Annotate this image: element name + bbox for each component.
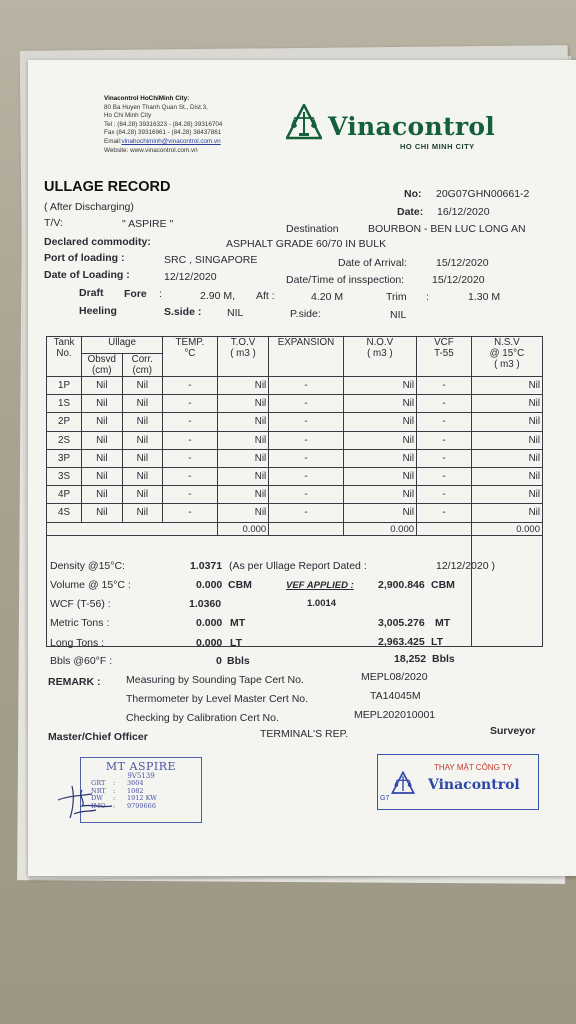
vef-applied-label: VEF APPLIED : — [286, 580, 354, 591]
aft-label: Aft : — [256, 290, 275, 302]
temp-cell: - — [163, 467, 218, 485]
ullage-record-sheet — [28, 60, 576, 876]
bbls-label: Bbls @60°F : — [50, 655, 113, 667]
summary-right-empty — [471, 535, 542, 646]
heeling-label: Heeling — [79, 305, 117, 317]
temp-cell: - — [163, 486, 218, 504]
loading-date-value: 12/12/2020 — [164, 271, 217, 283]
tank-cell: 1P — [47, 377, 82, 395]
table-row — [47, 377, 543, 395]
volume-label: Volume @ 15°C : — [50, 579, 131, 591]
metric-tons-label: Metric Tons : — [50, 617, 110, 629]
header-corr-unit: (cm) — [132, 365, 153, 376]
vcf-cell: - — [417, 449, 472, 467]
table-row — [47, 413, 543, 431]
report-note: (As per Ullage Report Dated : — [229, 560, 367, 572]
nov-cell: Nil — [343, 486, 416, 504]
header-temp: TEMP. — [175, 337, 205, 348]
corr-cell: Nil — [122, 504, 163, 522]
record-no-label: No: — [404, 188, 422, 200]
header-obsvd-cell — [82, 354, 123, 377]
company-email-label: Email: — [104, 137, 122, 145]
stamp-row-field: 3604 — [127, 779, 144, 787]
vinacontrol-scales-icon — [286, 104, 322, 140]
arrival-label: Date of Arrival: — [338, 257, 407, 269]
expansion-cell: - — [269, 413, 343, 431]
fore-colon: : — [159, 288, 162, 300]
header-nov-unit: ( m3 ) — [367, 348, 393, 359]
obsvd-cell: Nil — [82, 413, 123, 431]
commodity-value: ASPHALT GRADE 60/70 IN BULK — [226, 238, 387, 250]
metric-tons-right-unit: MT — [435, 617, 451, 629]
tv-label: T/V: — [44, 217, 63, 229]
company-address-line1: 80 Ba Huyen Thanh Quan St., Dist.3, — [104, 103, 208, 111]
logo-city: HO CHI MINH CITY — [400, 142, 475, 151]
header-tank-cell — [47, 337, 82, 377]
company-address-line2: Ho Chi Minh City — [104, 112, 152, 120]
tank-cell: 3P — [47, 449, 82, 467]
tank-cell: 2S — [47, 431, 82, 449]
obsvd-cell: Nil — [82, 395, 123, 413]
header-corr: Corr. — [131, 354, 153, 365]
bbls-right: 18,252 — [394, 653, 427, 665]
header-vcf-cell — [417, 337, 472, 377]
long-tons-unit: LT — [230, 637, 243, 649]
nsv-cell: Nil — [471, 449, 542, 467]
wcf-value: 1.0360 — [189, 598, 222, 610]
draft-label: Draft — [79, 287, 104, 299]
volume-unit: CBM — [228, 579, 252, 591]
tank-cell: 3S — [47, 467, 82, 485]
table-row — [47, 486, 543, 504]
expansion-cell: - — [269, 431, 343, 449]
destination-label: Destination — [286, 223, 339, 235]
tov-cell: Nil — [217, 413, 268, 431]
table-row — [47, 431, 543, 449]
pside-value: NIL — [390, 309, 407, 321]
header-nsv: N.S.V — [494, 337, 520, 348]
header-nsv-cell — [471, 337, 542, 377]
nsv-cell: Nil — [471, 486, 542, 504]
total-nsv: 0.000 — [471, 522, 542, 535]
totals-row — [47, 522, 543, 535]
density-label: Density @15°C: — [50, 560, 125, 572]
tank-cell: 4S — [47, 504, 82, 522]
aft-value: 4.20 M — [311, 291, 344, 303]
nsv-cell: Nil — [471, 504, 542, 522]
header-nov: N.O.V — [366, 337, 394, 348]
header-nsv-sub: @ 15°C — [489, 348, 525, 359]
report-date: 12/12/2020 ) — [436, 560, 495, 572]
header-corr-cell — [122, 354, 163, 377]
stamp-row-field: DW — [91, 794, 103, 803]
header-tov-unit: ( m3 ) — [230, 348, 256, 359]
tov-cell: Nil — [217, 504, 268, 522]
remark-line3: Checking by Calibration Cert No. — [126, 712, 279, 724]
stamp-code: G7 — [380, 795, 390, 802]
nov-cell: Nil — [343, 449, 416, 467]
destination-value: BOURBON - BEN LUC LONG AN — [368, 223, 526, 235]
vcf-cell: - — [417, 504, 472, 522]
remark-label: REMARK : — [48, 676, 101, 688]
arrival-value: 15/12/2020 — [436, 257, 489, 269]
temp-cell: - — [163, 449, 218, 467]
port-loading-label: Port of loading : — [44, 252, 125, 264]
obsvd-cell: Nil — [82, 431, 123, 449]
master-signature-label: Master/Chief Officer — [48, 731, 148, 743]
remark-line2: Thermometer by Level Master Cert No. — [126, 693, 309, 705]
table-header-row — [47, 337, 543, 354]
stamp-row-field: 1912 KW — [127, 794, 157, 803]
record-subtitle: ( After Discharging) — [44, 201, 134, 213]
vcf-cell: - — [417, 431, 472, 449]
header-temp-cell — [163, 337, 218, 377]
stamp-row-field: 9799666 — [127, 801, 156, 810]
header-vcf: VCF — [434, 337, 454, 348]
header-tov-cell — [217, 337, 268, 377]
obsvd-cell: Nil — [82, 467, 123, 485]
tov-cell: Nil — [217, 377, 268, 395]
inspection-label: Date/Time of insspection: — [286, 274, 405, 286]
nsv-cell: Nil — [471, 431, 542, 449]
temp-cell: - — [163, 377, 218, 395]
table-row — [47, 467, 543, 485]
temp-cell: - — [163, 395, 218, 413]
expansion-cell: - — [269, 504, 343, 522]
nov-cell: Nil — [343, 377, 416, 395]
master-signature-scribble — [52, 766, 122, 826]
header-nov-cell — [343, 337, 416, 377]
header-nsv-unit: ( m3 ) — [494, 359, 520, 370]
stamp-ship-name: MT ASPIRE — [105, 760, 177, 773]
table-row — [47, 504, 543, 522]
volume-value: 0.000 — [196, 579, 223, 591]
vinacontrol-logo-text: Vinacontrol — [328, 112, 496, 141]
obsvd-cell: Nil — [82, 377, 123, 395]
metric-tons-right: 3,005.276 — [378, 617, 425, 629]
expansion-cell: - — [269, 486, 343, 504]
vef-value: 1.0014 — [307, 598, 337, 609]
remark-line1: Measuring by Sounding Tape Cert No. — [126, 674, 304, 686]
corr-cell: Nil — [122, 431, 163, 449]
header-temp-unit: °C — [184, 348, 196, 359]
expansion-cell: - — [269, 467, 343, 485]
nsv-cell: Nil — [471, 467, 542, 485]
nsv-cell: Nil — [471, 395, 542, 413]
density-value: 1.0371 — [190, 560, 223, 572]
company-website: Website: www.vinacontrol.com.vn — [104, 146, 198, 154]
header-obsvd-unit: (cm) — [91, 365, 112, 376]
tank-cell: 1S — [47, 395, 82, 413]
vcf-cell: - — [417, 395, 472, 413]
stamp-brand: Vinacontrol — [428, 777, 520, 793]
stamp-row-field: NRT — [91, 786, 106, 795]
corr-cell: Nil — [122, 449, 163, 467]
header-no: No. — [56, 348, 72, 359]
vcf-cell: - — [417, 413, 472, 431]
long-tons-value: 0.000 — [196, 637, 223, 649]
header-vcf-sub: T-55 — [434, 348, 454, 359]
vcf-cell: - — [417, 467, 472, 485]
fore-value: 2.90 M, — [200, 290, 236, 302]
terminal-signature-label: TERMINAL'S REP. — [260, 728, 349, 740]
surveyor-signature-label: Surveyor — [490, 725, 536, 737]
nsv-cell: Nil — [471, 413, 542, 431]
total-nov: 0.000 — [343, 522, 416, 535]
stamp-row-field: : — [113, 786, 116, 795]
sside-value: NIL — [227, 307, 244, 319]
corr-cell: Nil — [122, 377, 163, 395]
inspection-value: 15/12/2020 — [432, 274, 485, 286]
page-title: ULLAGE RECORD — [44, 179, 171, 195]
tank-cell: 4P — [47, 486, 82, 504]
stamp-row-field: : — [113, 801, 116, 810]
corr-cell: Nil — [122, 395, 163, 413]
obsvd-cell: Nil — [82, 504, 123, 522]
header-ullage: Ullage — [82, 337, 163, 354]
tov-cell: Nil — [217, 486, 268, 504]
company-info — [104, 95, 274, 155]
long-tons-right-unit: LT — [431, 636, 444, 648]
nov-cell: Nil — [343, 413, 416, 431]
metric-tons-value: 0.000 — [196, 617, 223, 629]
obsvd-cell: Nil — [82, 486, 123, 504]
tank-cell: 2P — [47, 413, 82, 431]
expansion-cell: - — [269, 449, 343, 467]
header-tov: T.O.V — [230, 337, 256, 348]
nov-cell: Nil — [343, 504, 416, 522]
tv-value: " ASPIRE " — [122, 218, 174, 230]
port-loading-value: SRC , SINGAPORE — [164, 254, 258, 266]
commodity-label: Declared commodity: — [44, 236, 151, 248]
table-row — [47, 449, 543, 467]
tov-cell: Nil — [217, 395, 268, 413]
stamp-row-field: GRT — [91, 779, 106, 787]
stamp-row-field: : — [113, 794, 116, 803]
stamp-scales-icon — [390, 771, 416, 795]
record-no: 20G07GHN00661-2 — [436, 188, 530, 200]
nov-cell: Nil — [343, 467, 416, 485]
pside-label: P.side: — [290, 308, 321, 320]
bbls-right-unit: Bbls — [432, 653, 455, 665]
remark-cert3: MEPL202010001 — [354, 709, 436, 721]
corr-cell: Nil — [122, 413, 163, 431]
sside-label: S.side : — [164, 306, 202, 318]
bbls-value: 0 — [216, 655, 222, 667]
stamp-row-field: : — [113, 779, 116, 787]
temp-cell: - — [163, 431, 218, 449]
nov-cell: Nil — [343, 431, 416, 449]
vcf-cell: - — [417, 486, 472, 504]
trim-label: Trim — [386, 291, 407, 303]
temp-cell: - — [163, 504, 218, 522]
stamp-row-field: IMO — [91, 801, 106, 810]
expansion-cell: - — [269, 377, 343, 395]
stamp-callsign: 9V5139 — [127, 772, 155, 780]
table-row — [47, 395, 543, 413]
stamp-row-field: 1082 — [127, 786, 144, 795]
temp-cell: - — [163, 413, 218, 431]
obsvd-cell: Nil — [82, 449, 123, 467]
expansion-cell: - — [269, 395, 343, 413]
trim-colon: : — [426, 291, 429, 303]
header-obsvd: Obsvd — [87, 354, 116, 365]
record-date-label: Date: — [397, 206, 424, 218]
fore-label: Fore — [124, 288, 147, 300]
metric-tons-unit: MT — [230, 617, 246, 629]
vef-cbm-unit: CBM — [431, 579, 455, 591]
nsv-cell: Nil — [471, 377, 542, 395]
company-name: Vinacontrol HoChiMinh City: — [104, 95, 190, 102]
bbls-unit: Bbls — [227, 655, 250, 667]
tov-cell: Nil — [217, 431, 268, 449]
company-tel: Tel : (84.28) 39316323 - (84.28) 39316704 — [104, 120, 223, 128]
total-exp-empty — [269, 522, 343, 535]
long-tons-right: 2,963.425 — [378, 636, 425, 648]
company-email-line — [104, 138, 274, 147]
tov-cell: Nil — [217, 467, 268, 485]
trim-value: 1.30 M — [468, 291, 501, 303]
total-vcf-empty — [417, 522, 472, 535]
record-date: 16/12/2020 — [437, 206, 490, 218]
vcf-cell: - — [417, 377, 472, 395]
long-tons-label: Long Tons : — [50, 637, 105, 649]
header-expansion: EXPANSION — [269, 337, 343, 377]
company-email-link[interactable]: vinahochiminh@vinacontrol.com.vn — [121, 137, 221, 145]
stamp-on-behalf: THAY MẶT CÔNG TY — [434, 763, 513, 772]
corr-cell: Nil — [122, 467, 163, 485]
loading-date-label: Date of Loading : — [44, 269, 130, 281]
nov-cell: Nil — [343, 395, 416, 413]
ullage-table — [46, 336, 543, 647]
total-tov: 0.000 — [217, 522, 268, 535]
totals-spacer — [47, 522, 218, 535]
remark-cert2: TA14045M — [370, 690, 421, 702]
remark-cert1: MEPL08/2020 — [361, 671, 428, 683]
surveyor-stamp — [377, 754, 539, 810]
corr-cell: Nil — [122, 486, 163, 504]
company-fax: Fax (84.28) 39316961 - (84.28) 38437861 — [104, 129, 222, 137]
header-tank: Tank — [53, 337, 75, 348]
wcf-label: WCF (T-56) : — [50, 598, 111, 610]
vef-cbm-value: 2,900.846 — [378, 579, 425, 591]
tov-cell: Nil — [217, 449, 268, 467]
